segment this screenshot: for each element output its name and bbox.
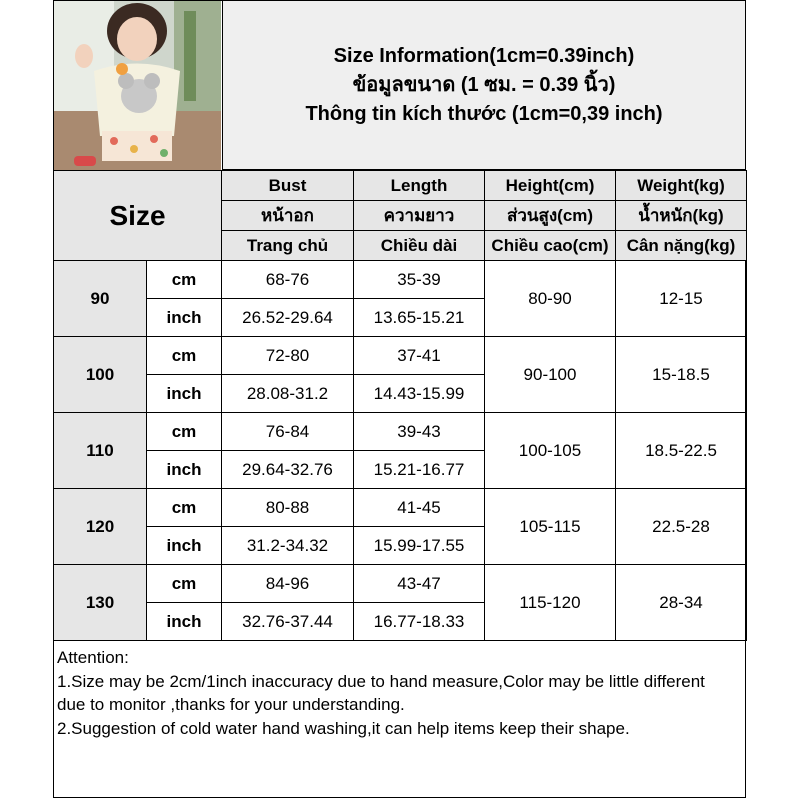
size-table: [53, 170, 747, 641]
size-value: 110: [54, 413, 147, 489]
notes-title: Attention:: [57, 648, 129, 667]
col-weight-vi: Cân nặng(kg): [616, 231, 747, 261]
height-value: 80-90: [485, 261, 616, 337]
bust-cm: 68-76: [222, 261, 354, 299]
weight-value: 18.5-22.5: [616, 413, 747, 489]
header-thai: ข้อมูลขนาด (1 ซม. = 0.39 นิ้ว): [352, 73, 616, 96]
height-value: 105-115: [485, 489, 616, 565]
child-in-tshirt-image: [54, 1, 221, 170]
unit-inch: inch: [147, 451, 222, 489]
size-value: 100: [54, 337, 147, 413]
col-bust-th: หน้าอก: [222, 201, 354, 231]
weight-value: 15-18.5: [616, 337, 747, 413]
weight-value: 28-34: [616, 565, 747, 641]
size-value: 120: [54, 489, 147, 565]
table-row: [54, 337, 747, 375]
col-weight-en: Weight(kg): [616, 171, 747, 201]
length-cm: 43-47: [354, 565, 485, 603]
weight-value: 12-15: [616, 261, 747, 337]
bust-cm: 76-84: [222, 413, 354, 451]
col-height-th: ส่วนสูง(cm): [485, 201, 616, 231]
bust-cm: 72-80: [222, 337, 354, 375]
product-photo: [54, 1, 221, 170]
header-vietnamese: Thông tin kích thước (1cm=0,39 inch): [305, 102, 663, 125]
unit-inch: inch: [147, 603, 222, 641]
bust-cm: 84-96: [222, 565, 354, 603]
size-information-header: [222, 1, 745, 170]
bust-inch: 28.08-31.2: [222, 375, 354, 413]
bust-cm: 80-88: [222, 489, 354, 527]
col-bust-en: Bust: [222, 171, 354, 201]
unit-cm: cm: [147, 337, 222, 375]
note-1-line-1: 1.Size may be 2cm/1inch inaccuracy due to hand measure,Color may be little different: [57, 671, 705, 691]
length-inch: 13.65-15.21: [354, 299, 485, 337]
attention-notes: [57, 646, 742, 740]
unit-inch: inch: [147, 299, 222, 337]
bust-inch: 32.76-37.44: [222, 603, 354, 641]
size-value: 130: [54, 565, 147, 641]
col-length-vi: Chiều dài: [354, 231, 485, 261]
size-value: 90: [54, 261, 147, 337]
header-english: Size Information(1cm=0.39inch): [333, 44, 635, 67]
unit-inch: inch: [147, 375, 222, 413]
col-length-th: ความยาว: [354, 201, 485, 231]
unit-inch: inch: [147, 527, 222, 565]
table-row: [54, 413, 747, 451]
length-cm: 39-43: [354, 413, 485, 451]
length-inch: 14.43-15.99: [354, 375, 485, 413]
col-length-en: Length: [354, 171, 485, 201]
height-value: 115-120: [485, 565, 616, 641]
table-header-row-en: [54, 171, 747, 201]
table-row: [54, 261, 747, 299]
bust-inch: 31.2-34.32: [222, 527, 354, 565]
length-cm: 41-45: [354, 489, 485, 527]
height-value: 90-100: [485, 337, 616, 413]
bust-inch: 26.52-29.64: [222, 299, 354, 337]
col-height-en: Height(cm): [485, 171, 616, 201]
bust-inch: 29.64-32.76: [222, 451, 354, 489]
note-1-line-2: due to monitor ,thanks for your understanding.: [57, 695, 405, 714]
unit-cm: cm: [147, 261, 222, 299]
weight-value: 22.5-28: [616, 489, 747, 565]
size-column-header: Size: [54, 171, 222, 261]
col-bust-vi: Trang chủ: [222, 231, 354, 261]
length-cm: 37-41: [354, 337, 485, 375]
note-2: 2.Suggestion of cold water hand washing,it can help items keep their shape.: [57, 718, 630, 738]
length-inch: 16.77-18.33: [354, 603, 485, 641]
length-inch: 15.21-16.77: [354, 451, 485, 489]
unit-cm: cm: [147, 489, 222, 527]
col-weight-th: น้ำหนัก(kg): [616, 201, 747, 231]
unit-cm: cm: [147, 565, 222, 603]
table-row: [54, 489, 747, 527]
length-inch: 15.99-17.55: [354, 527, 485, 565]
unit-cm: cm: [147, 413, 222, 451]
table-row: [54, 565, 747, 603]
length-cm: 35-39: [354, 261, 485, 299]
col-height-vi: Chiều cao(cm): [485, 231, 616, 261]
height-value: 100-105: [485, 413, 616, 489]
